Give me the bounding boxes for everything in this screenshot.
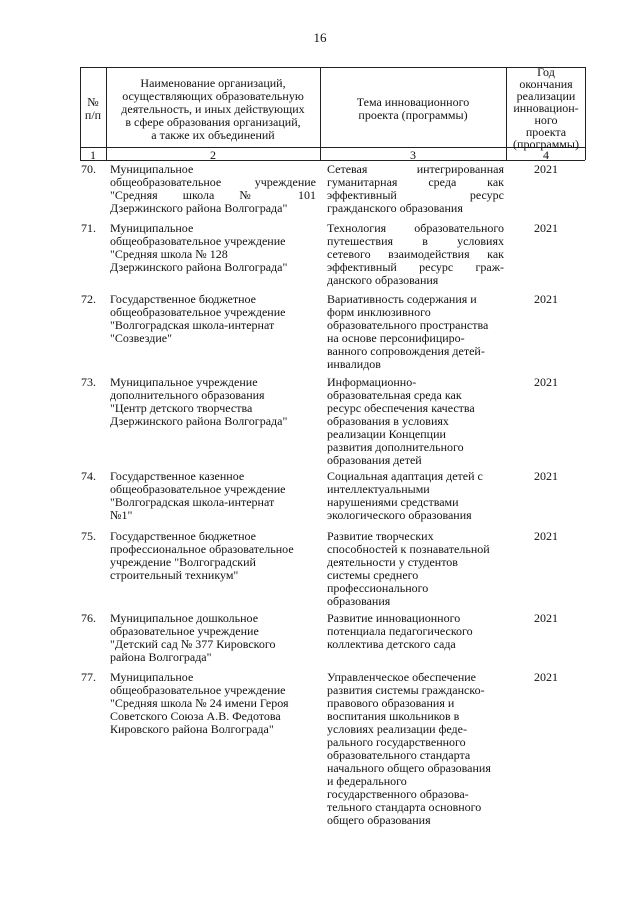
organization-name: Муниципальное учреждение дополнительного образования "Центр детского творчества Дзержинского района Волгограда" [110,375,288,428]
completion-year: 2021 [534,469,558,483]
column-number-1: 1 [90,148,96,162]
completion-year: 2021 [534,611,558,625]
project-topic: Развитие инновационного потенциала педагогического коллектива детского сада [327,611,473,651]
row-number: 77. [81,670,96,684]
header-organization: Наименование организаций, осуществляющих образовательную деятельность, и иных действующих в сфере образования организаций, а также их объединений [121,76,305,142]
organization-name: Государственное казенное общеобразовательное учреждение "Волгоградская школа-интернат №1" [110,469,286,522]
column-number-3: 3 [410,148,416,162]
completion-year: 2021 [534,292,558,306]
row-number: 73. [81,375,96,389]
completion-year: 2021 [534,221,558,235]
organization-name: Муниципальное общеобразовательное учреждение "Средняя школа № 128 Дзержинского района Волгограда" [110,221,288,274]
header-year: Год окончания реализации инновацион- ного проекта (программы) [513,65,579,151]
project-topic: Информационно- образовательная среда как ресурс обеспечения качества образования в условиях реализации Концепции развития дополнительного образования детей [327,375,475,467]
row-number: 72. [81,292,96,306]
row-number: 70. [81,162,96,176]
column-number-2: 2 [210,148,216,162]
row-number: 74. [81,469,96,483]
header-num: № п/п [84,95,102,122]
page-number: 16 [313,30,327,45]
project-topic: Вариативность содержания и форм инклюзивного образовательного пространства на основе персонифициро- ванного сопровождения детей- инвалидов [327,292,489,371]
project-topic: Технология образовательного путешествия в условиях сетевого взаимодействия как эффективный ресурс граж- данского образования [327,221,504,287]
organization-name: Муниципальное общеобразовательное учреждение "Средняя школа № 24 имени Героя Советского Союза А.В. Федотова Кировского района Волгограда" [110,670,289,736]
completion-year: 2021 [534,375,558,389]
row-number: 76. [81,611,96,625]
organization-name: Муниципальное общеобразовательное учреждение "Средняя школа № 101 Дзержинского района Волгограда" [110,162,316,215]
completion-year: 2021 [534,670,558,684]
organization-name: Муниципальное дошкольное образовательное учреждение "Детский сад № 377 Кировского района Волгограда" [110,611,276,664]
project-topic: Развитие творческих способностей к познавательной деятельности у студентов системы среднего профессионального образования [327,529,490,608]
row-number: 75. [81,529,96,543]
organization-name: Государственное бюджетное профессиональное образовательное учреждение "Волгоградский строительный техникум" [110,529,294,582]
header-topic: Тема инновационного проекта (программы) [356,95,470,122]
row-number: 71. [81,221,96,235]
project-topic: Социальная адаптация детей с интеллектуальными нарушениями средствами экологического образования [327,469,483,522]
column-number-4: 4 [543,148,549,162]
completion-year: 2021 [534,162,558,176]
organization-name: Государственное бюджетное общеобразовательное учреждение "Волгоградская школа-интернат "Созвездие" [110,292,286,345]
completion-year: 2021 [534,529,558,543]
project-topic: Управленческое обеспечение развития системы гражданско- правового образования и воспитания школьников в условиях реализации феде- рального государственного образовательного стандарта начального общего образования и федерального государственного образова- тельного стандарта основного общего образования [327,670,491,827]
project-topic: Сетевая интегрированная гуманитарная среда как эффективный ресурс гражданского образования [327,162,504,215]
